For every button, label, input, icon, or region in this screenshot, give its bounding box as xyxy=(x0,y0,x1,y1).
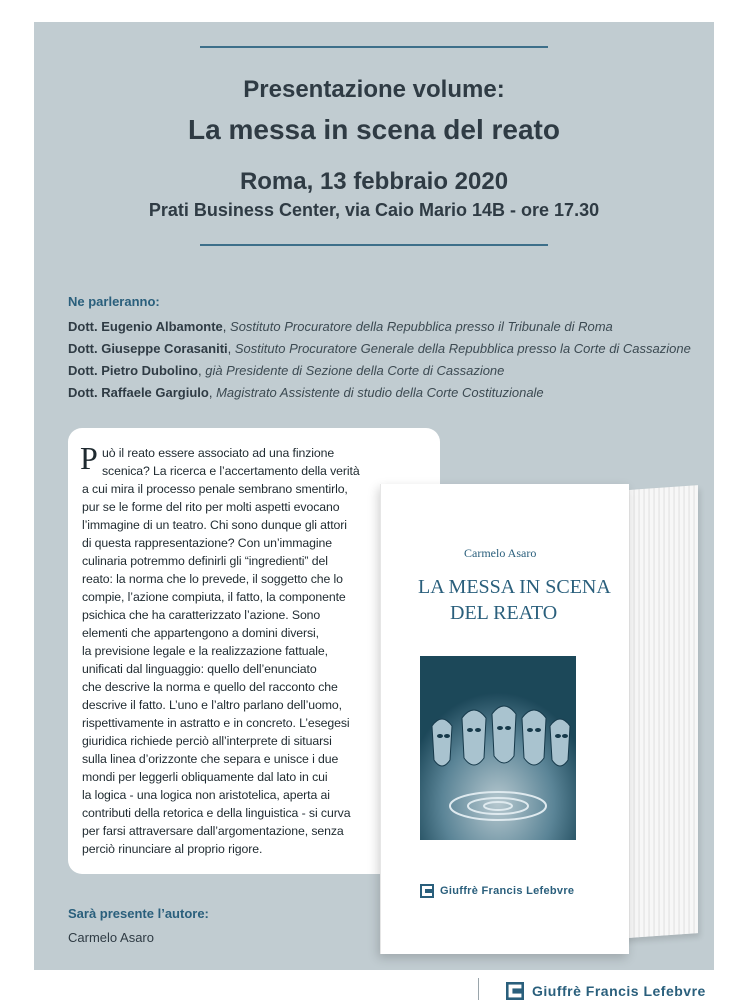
footer-logo xyxy=(506,982,706,1000)
event-title: La messa in scena del reato xyxy=(188,114,560,145)
event-venue: Prati Business Center, via Caio Mario 14B - ore 17.30 xyxy=(148,200,600,220)
bottom-divider xyxy=(200,244,548,246)
speakers-label: Ne parleranno: xyxy=(68,294,160,309)
book-title-line2: DEL REATO xyxy=(450,602,558,624)
abstract-line: scenica? La ricerca e l’accertamento della verità xyxy=(102,464,360,478)
abstract-line: psichica che ha caratterizzato l’azione. Sono xyxy=(82,608,321,622)
author-label: Sarà presente l’autore: xyxy=(68,906,209,921)
book-title-line1: LA MESSA IN SCENA xyxy=(418,576,611,598)
speaker-name: Dott. Eugenio Albamonte xyxy=(68,319,223,334)
speaker-role: Magistrato Assistente di studio della Corte Costituzionale xyxy=(216,385,544,400)
footer-brand-name: Giuffrè Francis Lefebvre xyxy=(532,983,706,999)
event-date: Roma, 13 febbraio 2020 xyxy=(239,168,509,195)
author-name: Carmelo Asaro xyxy=(68,930,154,945)
speaker-role: già Presidente di Sezione della Corte di Cassazione xyxy=(205,363,505,378)
abstract-line: pur se le forme del rito per molti aspetti evocano xyxy=(82,500,340,514)
abstract-line: uò il reato essere associato ad una finzione xyxy=(102,446,335,460)
abstract-line: perciò rinunciare al proprio rigore. xyxy=(82,842,263,856)
abstract-line: per farsi attraversare dall’argomentazione, senza xyxy=(82,824,344,838)
presentation-heading: Presentazione volume: xyxy=(243,76,505,103)
speaker-role: Sostituto Procuratore Generale della Repubblica presso la Corte di Cassazione xyxy=(234,341,691,356)
top-divider xyxy=(200,46,548,48)
abstract-line: la logica - una logica non aristotelica, aperta ai xyxy=(82,788,330,802)
abstract-line: l’immagine di un teatro. Chi sono dunque gli attori xyxy=(82,518,347,532)
abstract-line: di questa rappresentazione? Con un’immagine xyxy=(82,536,332,550)
speaker-role: Sostituto Procuratore della Repubblica presso il Tribunale di Roma xyxy=(230,319,613,334)
speaker-item: Dott. Eugenio Albamonte, Sostituto Procuratore della Repubblica presso il Tribunale di Roma xyxy=(68,319,613,334)
book-publisher-name: Giuffrè Francis Lefebvre xyxy=(440,885,575,897)
abstract-line: sulla linea d’orizzonte che separa e unisce i due xyxy=(82,752,339,766)
speaker-item: Dott. Pietro Dubolino, già Presidente di Sezione della Corte di Cassazione xyxy=(68,363,505,378)
abstract-line: compie, l’azione compiuta, il fatto, la componente xyxy=(82,590,346,604)
brand-logo-icon xyxy=(506,982,524,1000)
abstract-line: culinaria potremmo definirli gli “ingredienti” del xyxy=(82,554,328,568)
abstract-line: rispettivamente in astratto e in concreto. L’esegesi xyxy=(82,716,350,730)
abstract-line: elementi che appartengono a domini diversi, xyxy=(82,626,320,640)
book-publisher xyxy=(420,884,574,898)
speaker-name: Dott. Giuseppe Corasaniti xyxy=(68,341,228,356)
abstract-line: contributi della retorica e della linguistica - si curva xyxy=(82,806,351,820)
abstract-line: la previsione legale e la realizzazione fattuale, xyxy=(82,644,328,658)
speaker-name: Dott. Raffaele Gargiulo xyxy=(68,385,209,400)
speaker-item: Dott. Giuseppe Corasaniti, Sostituto Procuratore Generale della Repubblica presso la Corte di Cassazione xyxy=(68,341,691,356)
abstract-line: reato: la norma che lo prevede, il soggetto che lo xyxy=(82,572,343,586)
abstract-line: a cui mira il processo penale sembrano smentirlo, xyxy=(82,482,348,496)
abstract-line: unificati dal linguaggio: quello dell’enunciato xyxy=(82,662,317,676)
book-author: Carmelo Asaro xyxy=(464,546,537,560)
abstract-line: descrive il fatto. L’uno e l’altro parlano dell’uomo, xyxy=(82,698,342,712)
publisher-logo-icon xyxy=(420,884,434,898)
abstract-line: mondi per leggerli obliquamente dal lato in cui xyxy=(82,770,328,784)
footer-divider xyxy=(478,978,479,1000)
abstract-line: che descrive la norma e quello del racconto che xyxy=(82,680,338,694)
speaker-item: Dott. Raffaele Gargiulo, Magistrato Assistente di studio della Corte Costituzionale xyxy=(68,385,544,400)
book-cover-masks-image xyxy=(420,656,576,840)
abstract-dropcap: P xyxy=(80,440,98,476)
abstract-line: giuridica richiede perciò all’interprete di situarsi xyxy=(82,734,332,748)
speakers-section xyxy=(68,294,708,404)
speaker-name: Dott. Pietro Dubolino xyxy=(68,363,198,378)
